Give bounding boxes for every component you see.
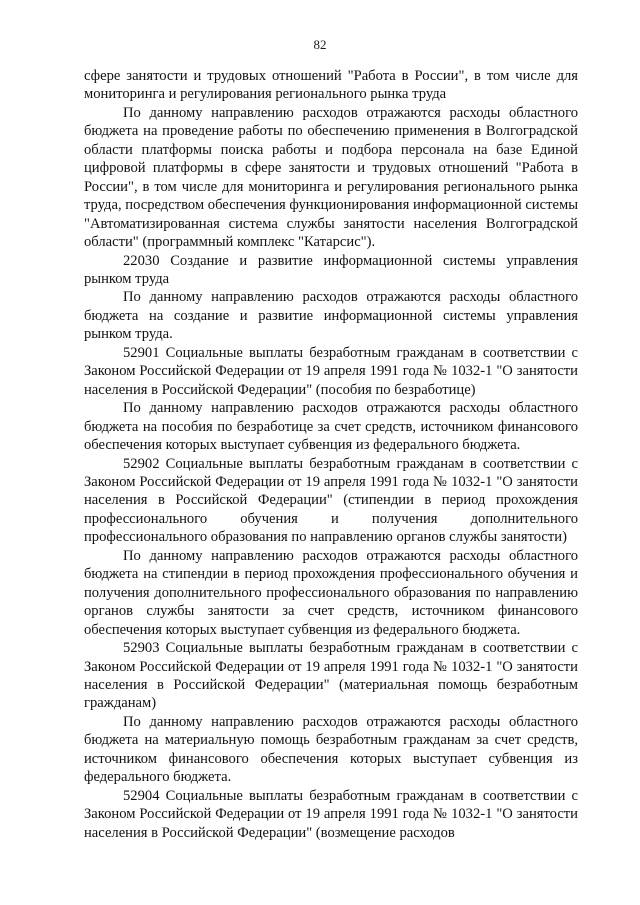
paragraph-description: По данному направлению расходов отражаются расходы областного бюджета на стипендии в период прохождения профессионального обучения и получения дополнительного профессионального образования по направлению органов службы занятости за счет средств, источником финансового обеспечения которых выступает субвенция из федерального бюджета. (84, 547, 578, 638)
paragraph-description: По данному направлению расходов отражаются расходы областного бюджета на проведение работы по обеспечению применения в Волгоградской области платформы поиска работы и подбора персонала на базе Единой цифровой платформы в сфере занятости и трудовых отношений "Работа в России", в том числе для мониторинга и регулирования регионального рынка труда, посредством обеспечения функционирования информационной системы "Автоматизированная система службы занятости населения Волгоградской области" (программный комплекс "Катарсис"). (84, 104, 578, 251)
paragraph-description: По данному направлению расходов отражаются расходы областного бюджета на пособия по безработице за счет средств, источником финансового обеспечения которых выступает субвенция из федерального бюджета. (84, 400, 578, 454)
paragraph-code-heading: 22030 Создание и развитие информационной системы управления рынком труда (84, 252, 578, 287)
paragraph-description: По данному направлению расходов отражаются расходы областного бюджета на создание и развитие информационной системы управления рынком труда. (84, 289, 578, 343)
paragraph-code-heading: 52904 Социальные выплаты безработным гражданам в соответствии с Законом Российской Федерации от 19 апреля 1991 года № 1032-1 "О занятости населения в Российской Федерации" (возмещение расходов (84, 787, 578, 841)
paragraph-code-heading: 52903 Социальные выплаты безработным гражданам в соответствии с Законом Российской Федерации от 19 апреля 1991 года № 1032-1 "О занятости населения в Российской Федерации" (материальная помощь безработным гражданам) (84, 640, 578, 712)
paragraph-description: По данному направлению расходов отражаются расходы областного бюджета на материальную помощь безработным гражданам за счет средств, источником финансового обеспечения которых выступает субвенция из федерального бюджета. (84, 713, 578, 786)
paragraph-code-heading: 52901 Социальные выплаты безработным гражданам в соответствии с Законом Российской Федерации от 19 апреля 1991 года № 1032-1 "О занятости населения в Российской Федерации" (пособия по безработице) (84, 344, 578, 398)
paragraph-code-heading: 52902 Социальные выплаты безработным гражданам в соответствии с Законом Российской Федерации от 19 апреля 1991 года № 1032-1 "О занятости населения в Российской Федерации" (стипендии в период прохождения профессионального обучения и получения дополнительного профессионального образования по направлению органов службы занятости) (84, 455, 578, 546)
paragraph-continuation: сфере занятости и трудовых отношений "Работа в России", в том числе для мониторинга и регулирования регионального рынка труда (84, 68, 578, 103)
body-text (84, 67, 578, 842)
page-number: 82 (313, 37, 327, 52)
